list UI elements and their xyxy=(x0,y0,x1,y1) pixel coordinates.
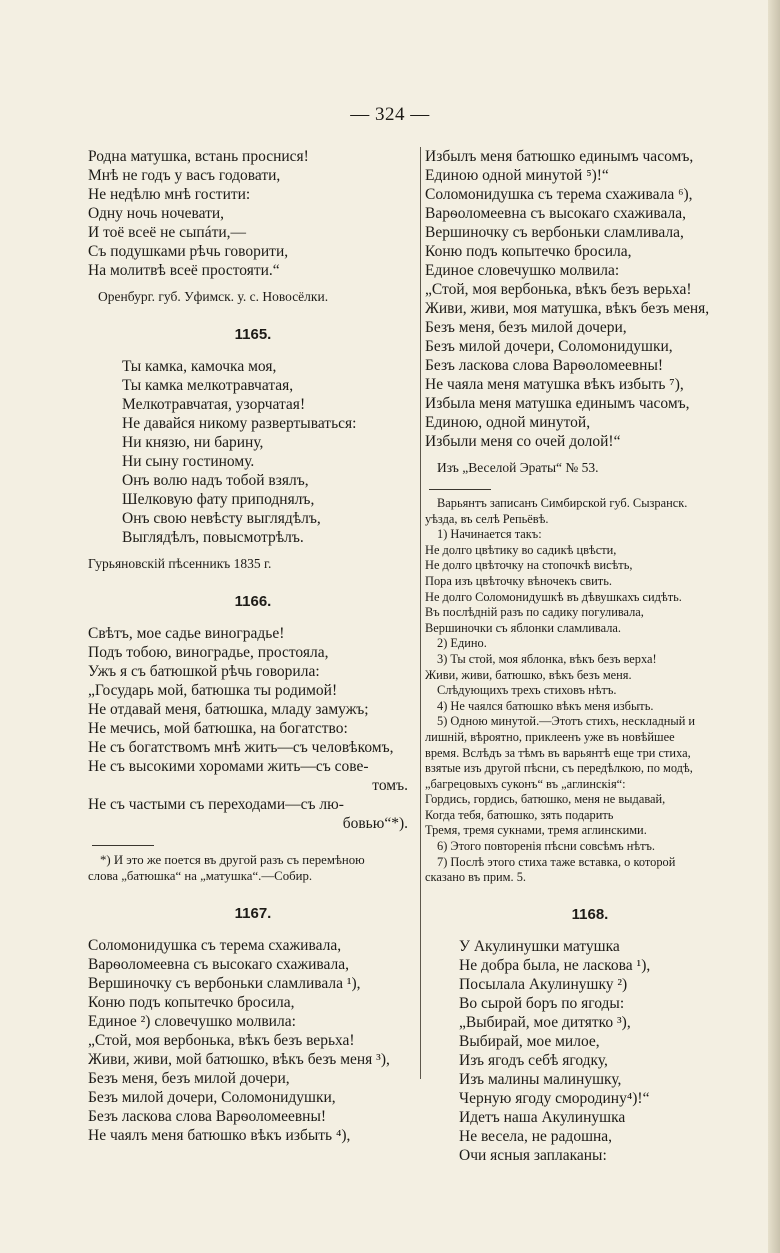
variant-line: взятые изъ другой пѣсни, съ передѣлкою, по модѣ, xyxy=(425,761,693,776)
verse-line: „Государь мой, батюшка ты родимой! xyxy=(88,682,338,699)
verse-line: Не съ высокими хоромами жить—съ сове- xyxy=(88,758,369,775)
verse-line: Живи, живи, моя матушка, вѣкъ безъ меня, xyxy=(425,300,710,317)
column-divider xyxy=(420,147,421,1079)
verse-line: „Стой, моя вербонька, вѣкъ безъ верьха! xyxy=(425,281,692,298)
verse-line: томъ. xyxy=(372,777,408,794)
verse-line: Не съ богатствомъ мнѣ жить—съ человѣкомъ, xyxy=(88,739,394,756)
verse-line: Безъ ласкова слова Варѳоломеевны! xyxy=(425,357,664,374)
verse-line: „Стой, моя вербонька, вѣкъ безъ верьха! xyxy=(88,1031,355,1049)
verse-line: Посылала Акулинушку ²) xyxy=(459,975,628,993)
page-edge xyxy=(768,0,780,1253)
verse-line: Ужъ я съ батюшкой рѣчь говорила: xyxy=(88,663,320,680)
verse-line: Вершиночку съ вербоньки сламливала, xyxy=(425,224,684,241)
poem-1166 xyxy=(88,624,418,833)
footnote-line: слова „батюшка“ на „матушка“.—Собир. xyxy=(88,869,313,884)
verse-line: Избыли меня со очей долой!“ xyxy=(425,433,621,450)
variant-line: Живи, живи, батюшко, вѣкъ безъ меня. xyxy=(425,667,632,682)
verse-line: И тоё всеё не сыпáти,— xyxy=(88,224,247,241)
verse-line: Безъ ласкова слова Варѳоломеевны! xyxy=(88,1107,327,1125)
verse-line: Ни сыну гостиному. xyxy=(122,453,255,470)
verse-line: Единою одной минутой ⁵)!“ xyxy=(425,167,609,184)
verse-line: Коню подъ копытечко бросила, xyxy=(88,993,295,1011)
verse-line: Онъ свою невѣсту выглядѣлъ, xyxy=(122,510,321,527)
song-number-1165: 1165. xyxy=(234,326,272,343)
verse-line: Ни князю, ни барину, xyxy=(122,434,264,451)
verse-line: Не съ частыми съ переходами—съ лю- xyxy=(88,796,344,813)
verse-line: Избылъ меня батюшко единымъ часомъ, xyxy=(425,148,694,165)
verse-line: Единою, одной минутой, xyxy=(425,414,591,431)
variant-line: „багрецовыхъ суконъ“ въ „аглинскія“: xyxy=(425,776,626,791)
verse-line: Безъ меня, безъ милой дочери, xyxy=(88,1069,290,1087)
verse-line: На молитвѣ всеё простояти.“ xyxy=(88,262,280,279)
page-number: — 324 — xyxy=(350,104,430,125)
verse-line: Не чаялъ меня батюшко вѣкъ избыть ⁴), xyxy=(88,1126,351,1144)
variant-line: время. Вслѣдъ за тѣмъ въ варьянтѣ еще три стиха, xyxy=(425,745,691,760)
variant-line: сказано въ прим. 5. xyxy=(425,870,526,885)
verse-line: Единое ²) словечушко молвила: xyxy=(88,1012,296,1030)
verse-line: Выглядѣлъ, повысмотрѣлъ. xyxy=(122,529,304,546)
verse-line: Мелкотравчатая, узорчатая! xyxy=(122,396,306,413)
poem-1165 xyxy=(88,357,418,547)
song-number-1168: 1168. xyxy=(571,905,609,923)
variant-line: Когда тебя, батюшко, зять подарить xyxy=(425,807,614,822)
verse-line: Не давайся никому развертываться: xyxy=(122,415,357,432)
source-note: Гурьяновскій пѣсенникъ 1835 г. xyxy=(88,556,272,571)
song-number-1166: 1166. xyxy=(234,593,272,610)
verse-line: Изъ ягодъ себѣ ягодку, xyxy=(459,1051,608,1069)
verse-line: Родна матушка, встань проснися! xyxy=(88,148,309,165)
poem-continuation xyxy=(88,147,418,280)
verse-line: Варѳоломеевна съ высокаго схаживала, xyxy=(425,205,687,222)
verse-line: Соломонидушка съ терема схаживала, xyxy=(88,936,342,954)
footnote-rule xyxy=(429,489,491,490)
verse-line: Не чаяла меня матушка вѣкъ избыть ⁷), xyxy=(425,376,684,393)
poem-1167-continuation xyxy=(425,147,755,451)
footnote xyxy=(88,852,418,885)
variant-line: Не долго цвѣточку на стопочкѣ висѣть, xyxy=(425,558,633,573)
verse-line: Очи ясныя заплаканы: xyxy=(459,1146,607,1164)
verse-line: Ты камка, камочка моя, xyxy=(122,358,277,375)
left-column xyxy=(88,147,418,1145)
verse-line: Безъ меня, безъ милой дочери, xyxy=(425,319,627,336)
verse-line: „Выбирай, мое дитятко ³), xyxy=(459,1013,631,1031)
verse-line: Съ подушками рѣчь говорити, xyxy=(88,243,289,260)
variant-line: 6) Этого повторенія пѣсни совсѣмъ нѣтъ. xyxy=(437,839,656,854)
verse-line: У Акулинушки матушка xyxy=(459,937,620,955)
verse-line: Безъ милой дочери, Соломонидушки, xyxy=(425,338,673,355)
song-number-1167: 1167. xyxy=(234,904,272,922)
verse-line: Шелковую фату приподнялъ, xyxy=(122,491,315,508)
variant-line: 5) Одною минутой.—Этотъ стихъ, несклaдный и xyxy=(437,714,696,729)
variant-line: Пора изъ цвѣточку вѣночекъ свить. xyxy=(425,573,612,588)
verse-line: Ты камка мелкотравчатая, xyxy=(122,377,294,394)
verse-line: Свѣтъ, мое садье виноградье! xyxy=(88,625,285,642)
verse-line: Подъ тобою, виноградье, простояла, xyxy=(88,644,329,661)
verse-line: Не мечись, мой батюшка, на богатство: xyxy=(88,720,348,737)
variant-line: лишній, вѣроятно, приклеенъ уже въ новѣйшее xyxy=(425,729,675,744)
verse-line: Изъ малины малинушку, xyxy=(459,1070,622,1088)
verse-line: Избыла меня матушка единымъ часомъ, xyxy=(425,395,690,412)
variant-line: 7) Послѣ этого стиха таже вставка, о которой xyxy=(437,854,676,869)
poem-1168 xyxy=(425,937,755,1165)
footnote-rule xyxy=(92,845,154,846)
variant-line: 2) Едино. xyxy=(437,636,487,651)
variant-line: 1) Начинается такъ: xyxy=(437,527,542,542)
variant-line: Варьянтъ записанъ Симбирской губ. Сызранск. xyxy=(437,496,688,510)
verse-line: Не отдавай меня, батюшка, младу замужъ; xyxy=(88,701,369,718)
variant-line: Слѣдующихъ трехъ стиховъ нѣтъ. xyxy=(437,683,617,698)
verse-line: Вершиночку съ вербоньки сламливала ¹), xyxy=(88,974,361,992)
variant-line: Гордись, гордись, батюшко, меня не выдавай, xyxy=(425,792,666,807)
verse-line: Во сырой боръ по ягоды: xyxy=(459,994,625,1012)
verse-line: бовью“*). xyxy=(342,815,408,832)
verse-line: Мнѣ не годъ у васъ годовати, xyxy=(88,167,281,184)
verse-line: Не недѣлю мнѣ гостити: xyxy=(88,186,251,203)
variant-line: Тремя, тремя сукнами, тремя аглинскими. xyxy=(425,823,647,838)
verse-line: Безъ милой дочери, Соломонидушки, xyxy=(88,1088,336,1106)
variant-line: 3) Ты стой, моя яблонка, вѣкъ безъ верха! xyxy=(437,651,657,666)
source-note: Оренбург. губ. Уфимск. у. с. Новосёлки. xyxy=(98,289,329,304)
variant-line: Не долго цвѣтику во садикѣ цвѣсти, xyxy=(425,542,617,557)
verse-line: Варѳоломеевна съ высокаго схаживала, xyxy=(88,955,350,973)
footnote-line: *) И это же поется въ другой разъ съ перемѣною xyxy=(100,853,365,867)
right-column xyxy=(425,147,755,1165)
poem-1167 xyxy=(88,936,418,1145)
verse-line: Одну ночь ночевати, xyxy=(88,205,225,222)
verse-line: Соломонидушка съ терема схаживала ⁶), xyxy=(425,186,693,203)
verse-line: Живи, живи, мой батюшко, вѣкъ безъ меня ³), xyxy=(88,1050,390,1068)
verse-line: Выбирай, мое милое, xyxy=(459,1032,600,1050)
variant-line: 4) Не чаялся батюшко вѣкъ меня избыть. xyxy=(437,698,654,713)
verse-line: Единое словечушко молвила: xyxy=(425,262,620,279)
verse-line: Не весела, не радошна, xyxy=(459,1127,613,1145)
verse-line: Не добра была, не ласкова ¹), xyxy=(459,956,651,974)
verse-line: Онъ волю надъ тобой взялъ, xyxy=(122,472,309,489)
verse-line: Черную ягоду смородину⁴)!“ xyxy=(459,1089,650,1107)
verse-line: Коню подъ копытечко бросила, xyxy=(425,243,632,260)
variant-line: уѣзда, въ селѣ Репьёвѣ. xyxy=(425,511,549,526)
variant-line: Не долго Соломонидушкѣ въ дѣвушкахъ сидѣть. xyxy=(425,589,682,604)
variant-notes xyxy=(425,496,755,886)
variant-line: Вершиночки съ яблонки сламливала. xyxy=(425,620,621,635)
variant-line: Въ послѣдній разъ по садику погуливала, xyxy=(425,605,644,620)
source-note: Изъ „Веселой Эраты“ № 53. xyxy=(437,460,599,475)
verse-line: Идетъ наша Акулинушка xyxy=(459,1108,626,1126)
